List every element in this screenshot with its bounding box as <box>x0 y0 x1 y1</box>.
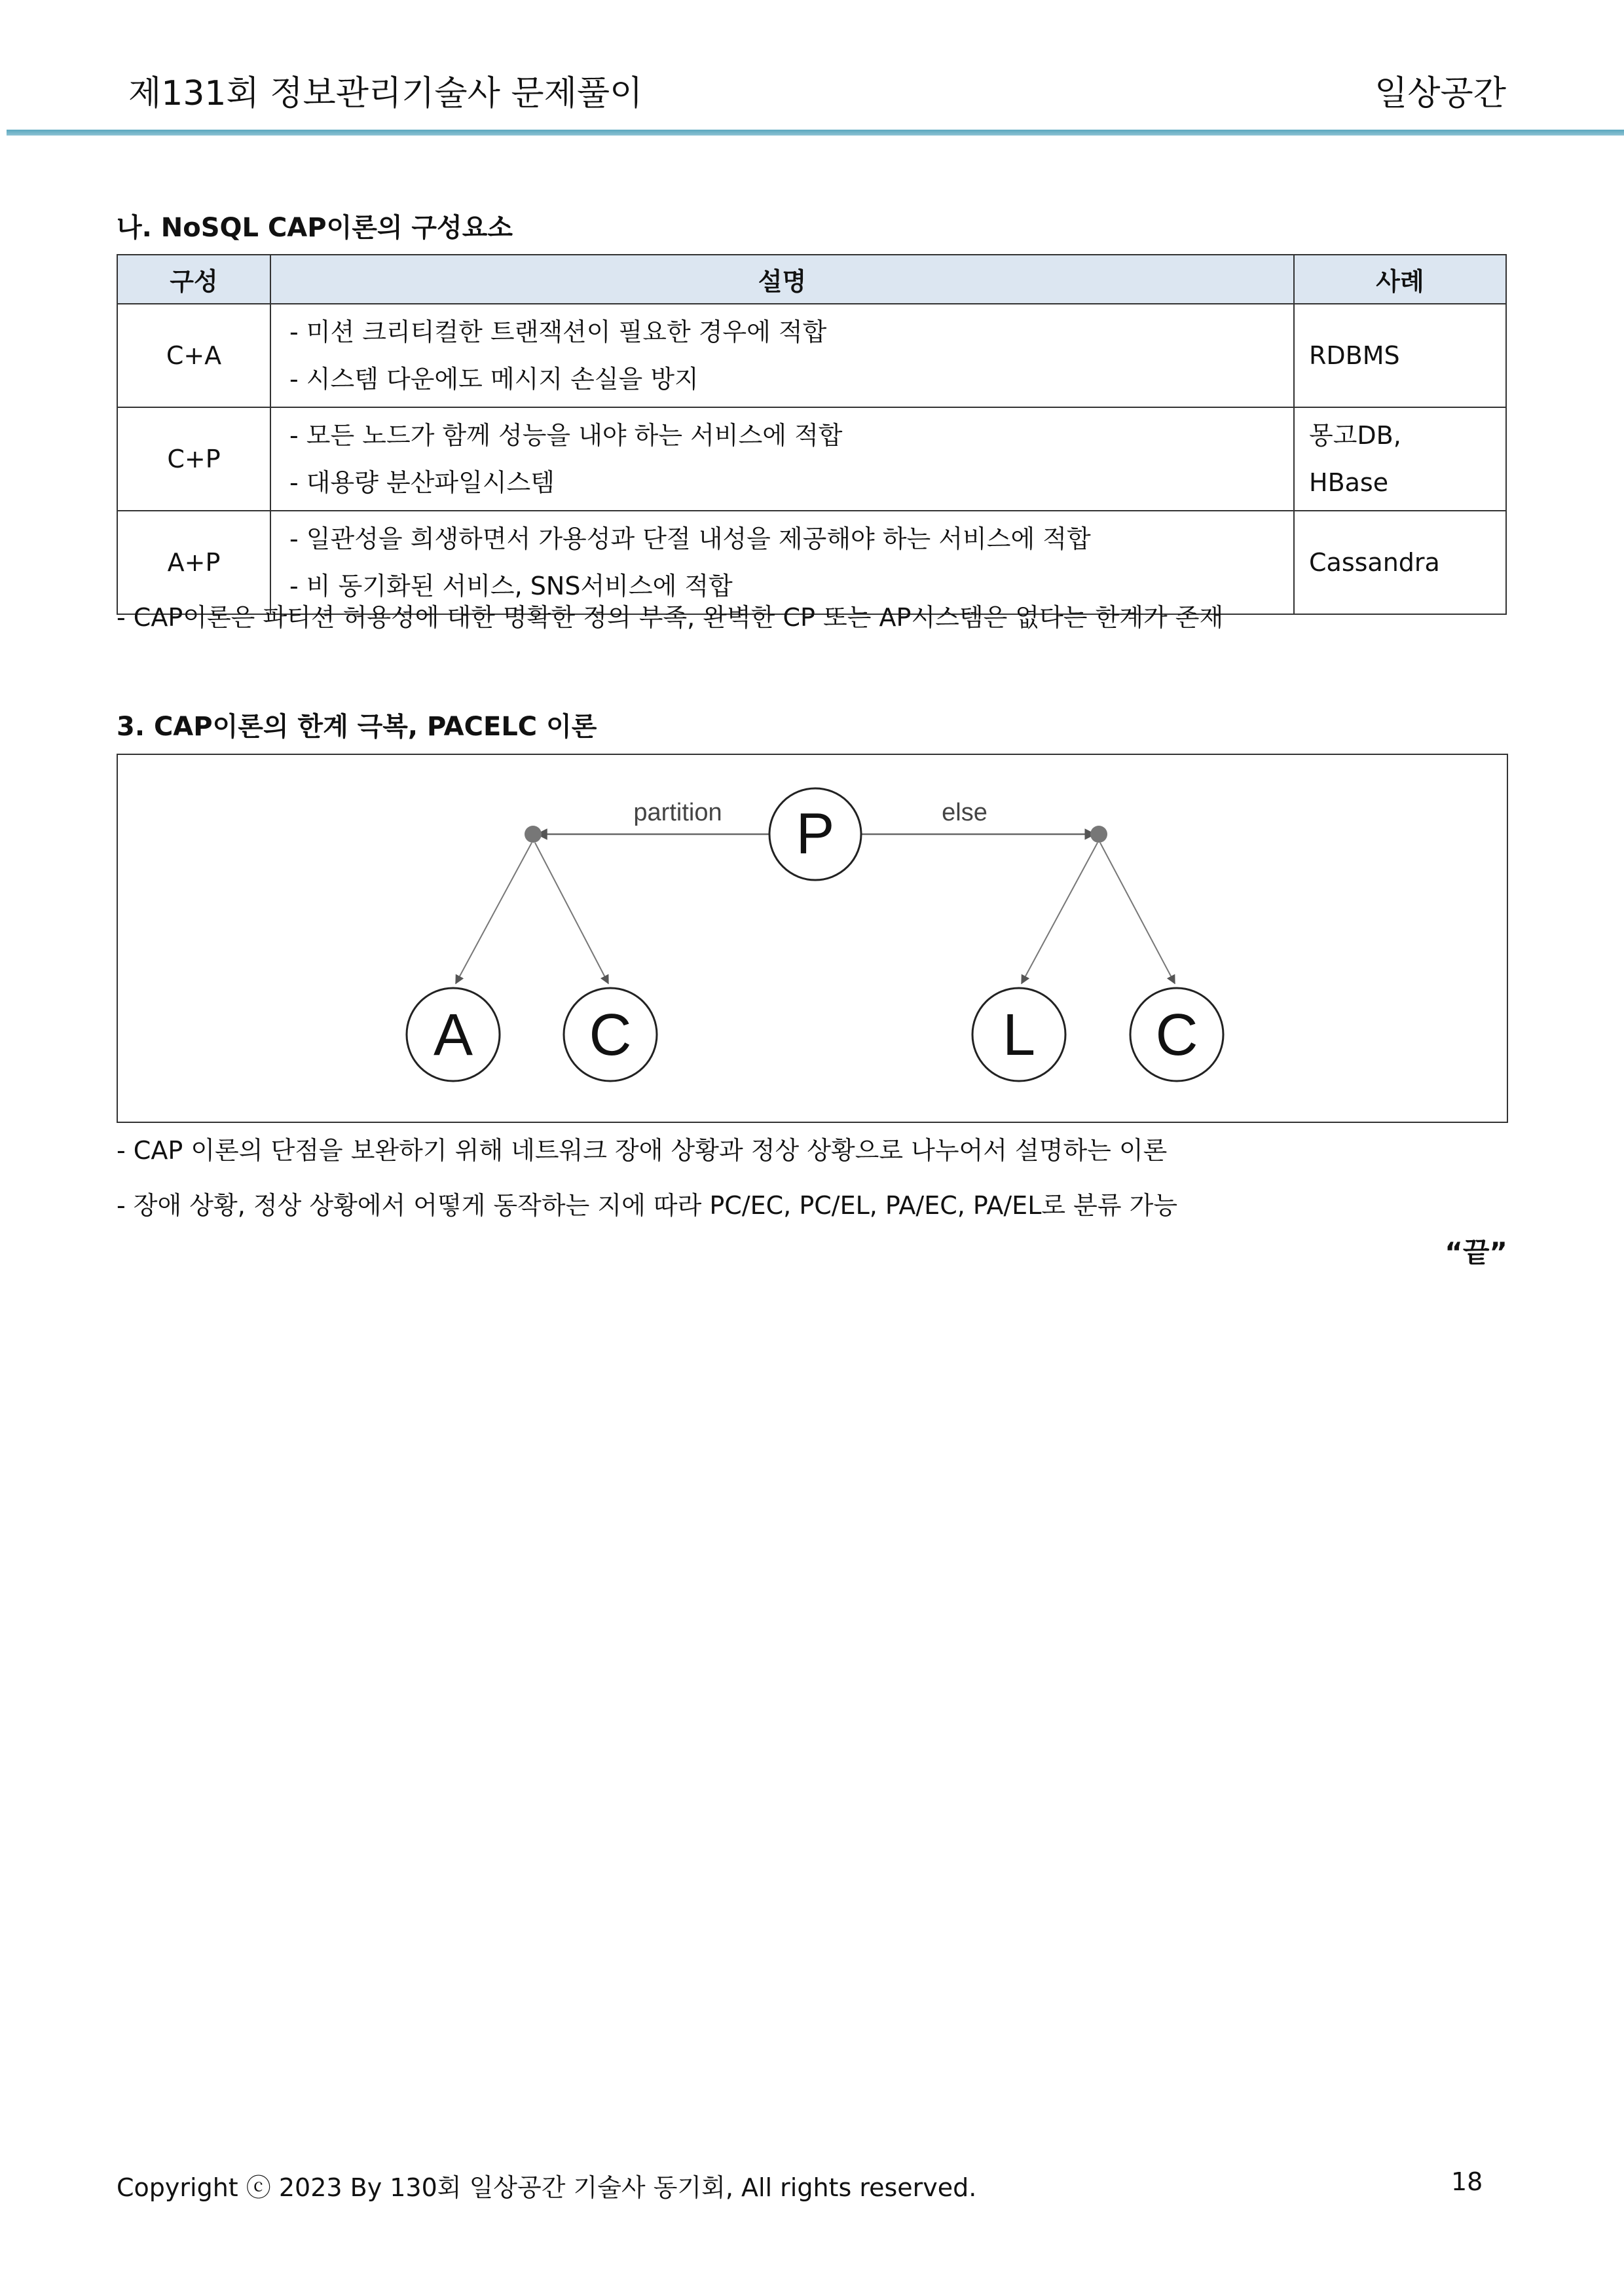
column-header-description: 설명 <box>270 255 1294 304</box>
example-line: 몽고DB, <box>1309 421 1401 450</box>
example-line: HBase <box>1309 468 1389 497</box>
cell-example <box>1294 407 1506 511</box>
footer-copyright: Copyright ⓒ 2023 By 130회 일상공간 기술사 동기회, All rights reserved. <box>117 2173 977 2202</box>
pacelc-diagram-svg <box>118 755 1507 1122</box>
example-line: Cassandra <box>1309 548 1440 577</box>
document-header-brand: 일상공간 <box>1375 74 1506 113</box>
document-header-title: 제131회 정보관리기술사 문제풀이 <box>128 74 643 113</box>
pacelc-bullet: - CAP 이론의 단점을 보완하기 위해 네트워크 장애 상황과 정상 상황으로 나누어서 설명하는 이론 <box>117 1136 1168 1165</box>
description-line: - 비 동기화된 서비스, SNS서비스에 적합 <box>289 572 733 600</box>
column-header-example: 사례 <box>1294 255 1506 304</box>
description-line: - 시스템 다운에도 메시지 손실을 방지 <box>289 365 699 394</box>
section-title-cap-components: 나. NoSQL CAP이론의 구성요소 <box>117 213 513 243</box>
edge-label-partition: partition <box>633 799 722 826</box>
description-line: - 미션 크리티컬한 트랜잭션이 필요한 경우에 적합 <box>289 318 827 346</box>
edge-partition-to-a <box>456 843 532 983</box>
pacelc-bullet: - 장애 상황, 정상 상황에서 어떻게 동작하는 지에 따라 PC/EC, PC/EL, PA/EC, PA/EL로 분류 가능 <box>117 1191 1178 1220</box>
cap-limitation-note: - CAP이론은 파티션 허용성에 대한 명확한 정의 부족, 완벽한 CP 또는 AP시스템은 없다는 한계가 존재 <box>117 603 1224 632</box>
section-title-pacelc: 3. CAP이론의 한계 극복, PACELC 이론 <box>117 712 597 742</box>
table-row <box>117 407 1506 511</box>
cell-component: C+P <box>117 407 270 511</box>
cap-components-table <box>117 254 1507 615</box>
cell-description <box>270 304 1294 407</box>
end-mark: “끝” <box>1445 1236 1507 1268</box>
column-header-component: 구성 <box>117 255 270 304</box>
node-leaf-label: L <box>1002 1002 1036 1068</box>
edge-partition-to-c <box>535 843 608 983</box>
node-root-label: P <box>796 801 835 866</box>
description-line: - 일관성을 희생하면서 가용성과 단절 내성을 제공해야 하는 서비스에 적합 <box>289 524 1091 553</box>
cell-example <box>1294 511 1506 614</box>
node-leaf-label: A <box>433 1002 473 1068</box>
edge-else-to-c <box>1100 843 1175 983</box>
pacelc-diagram <box>117 754 1508 1123</box>
else-decision-dot <box>1090 826 1107 843</box>
description-line: - 대용량 분산파일시스템 <box>289 468 555 497</box>
cell-component: A+P <box>117 511 270 614</box>
edge-label-else: else <box>942 799 987 826</box>
cell-example <box>1294 304 1506 407</box>
node-leaf-label: C <box>1155 1002 1198 1068</box>
example-line: RDBMS <box>1309 341 1400 370</box>
edge-else-to-l <box>1022 843 1098 983</box>
table-header-row <box>117 255 1506 304</box>
cell-component: C+A <box>117 304 270 407</box>
page-number: 18 <box>1451 2167 1483 2196</box>
header-divider <box>7 130 1624 136</box>
partition-decision-dot <box>525 826 542 843</box>
cell-description <box>270 407 1294 511</box>
table-row <box>117 304 1506 407</box>
node-leaf-label: C <box>589 1002 632 1068</box>
description-line: - 모든 노드가 함께 성능을 내야 하는 서비스에 적합 <box>289 421 843 450</box>
